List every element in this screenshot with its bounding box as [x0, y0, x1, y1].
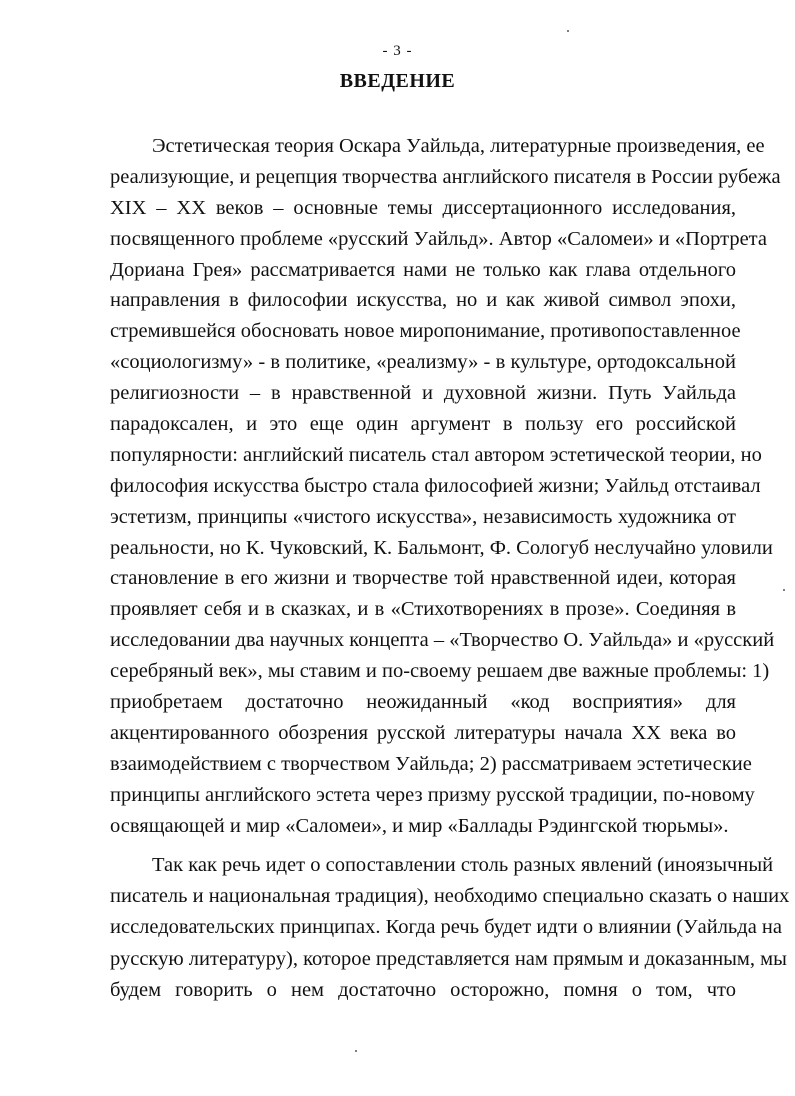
text-line: приобретаем достаточно неожиданный «код восприятия» для	[110, 691, 736, 714]
text-line: религиозности – в нравственной и духовной жизни. Путь Уайльда	[110, 382, 736, 405]
text-line: взаимодействием с творчеством Уайльда; 2) рассматриваем эстетические	[110, 752, 752, 775]
text-line: эстетизм, принципы «чистого искусства», независимость художника от	[110, 505, 736, 528]
text-line: освящающей и мир «Саломеи», и мир «Баллады Рэдингской тюрьмы».	[110, 814, 729, 837]
text-line: стремившейся обосновать новое миропонимание, противопоставленное	[110, 320, 741, 343]
paragraph-2	[110, 850, 790, 1006]
text-line: XIX – XX веков – основные темы диссертационного исследования,	[110, 196, 736, 219]
text-line: посвященного проблеме «русский Уайльд». Автор «Саломеи» и «Портрета	[110, 227, 767, 250]
page-number: - 3 -	[382, 43, 413, 59]
text-line: становление в его жизни и творчестве той нравственной идеи, которая	[110, 567, 736, 590]
text-line: направления в философии искусства, но и как живой символ эпохи,	[110, 289, 736, 312]
text-line: акцентированного обозрения русской литературы начала XX века во	[110, 721, 736, 744]
page-title: ВВЕДЕНИЕ	[339, 70, 456, 92]
text-line: популярности: английский писатель стал автором эстетической теории, но	[110, 443, 762, 466]
text-line: русскую литературу), которое представляется нам прямым и доказанным, мы	[110, 947, 787, 970]
scan-speck	[783, 589, 785, 591]
text-line: проявляет себя и в сказках, и в «Стихотворениях в прозе». Соединяя в	[110, 598, 736, 621]
text-line: исследовании два научных концепта – «Творчество О. Уайльда» и «русский	[110, 629, 775, 652]
text-line: Эстетическая теория Оскара Уайльда, литературные произведения, ее	[152, 135, 765, 157]
text-line: Дориана Грея» рассматривается нами не только как глава отдельного	[110, 258, 736, 281]
text-line: исследовательских принципах. Когда речь будет идти о влиянии (Уайльда на	[110, 916, 783, 939]
text-line: будем говорить о нем достаточно осторожно, помня о том, что	[110, 978, 736, 1001]
text-line: парадоксален, и это еще один аргумент в пользу его российской	[110, 413, 736, 436]
text-line: принципы английского эстета через призму русской традиции, по-новому	[110, 783, 755, 806]
text-line: серебряный век», мы ставим и по-своему решаем две важные проблемы: 1)	[110, 660, 770, 683]
text-line: писатель и национальная традиция), необходимо специально сказать о наших	[110, 885, 790, 908]
text-line: Так как речь идет о сопоставлении столь разных явлений (иноязычный	[152, 854, 774, 876]
scan-speck	[567, 30, 569, 32]
text-line: реальности, но К. Чуковский, К. Бальмонт, Ф. Сологуб неслучайно уловили	[110, 536, 773, 559]
scan-speck	[355, 1050, 357, 1052]
text-line: «социологизму» - в политике, «реализму» - в культуре, ортодоксальной	[110, 351, 736, 374]
paragraph-1	[110, 131, 781, 841]
text-line: философия искусства быстро стала философией жизни; Уайльд отстаивал	[110, 474, 761, 497]
text-line: реализующие, и рецепция творчества английского писателя в России рубежа	[110, 165, 781, 188]
